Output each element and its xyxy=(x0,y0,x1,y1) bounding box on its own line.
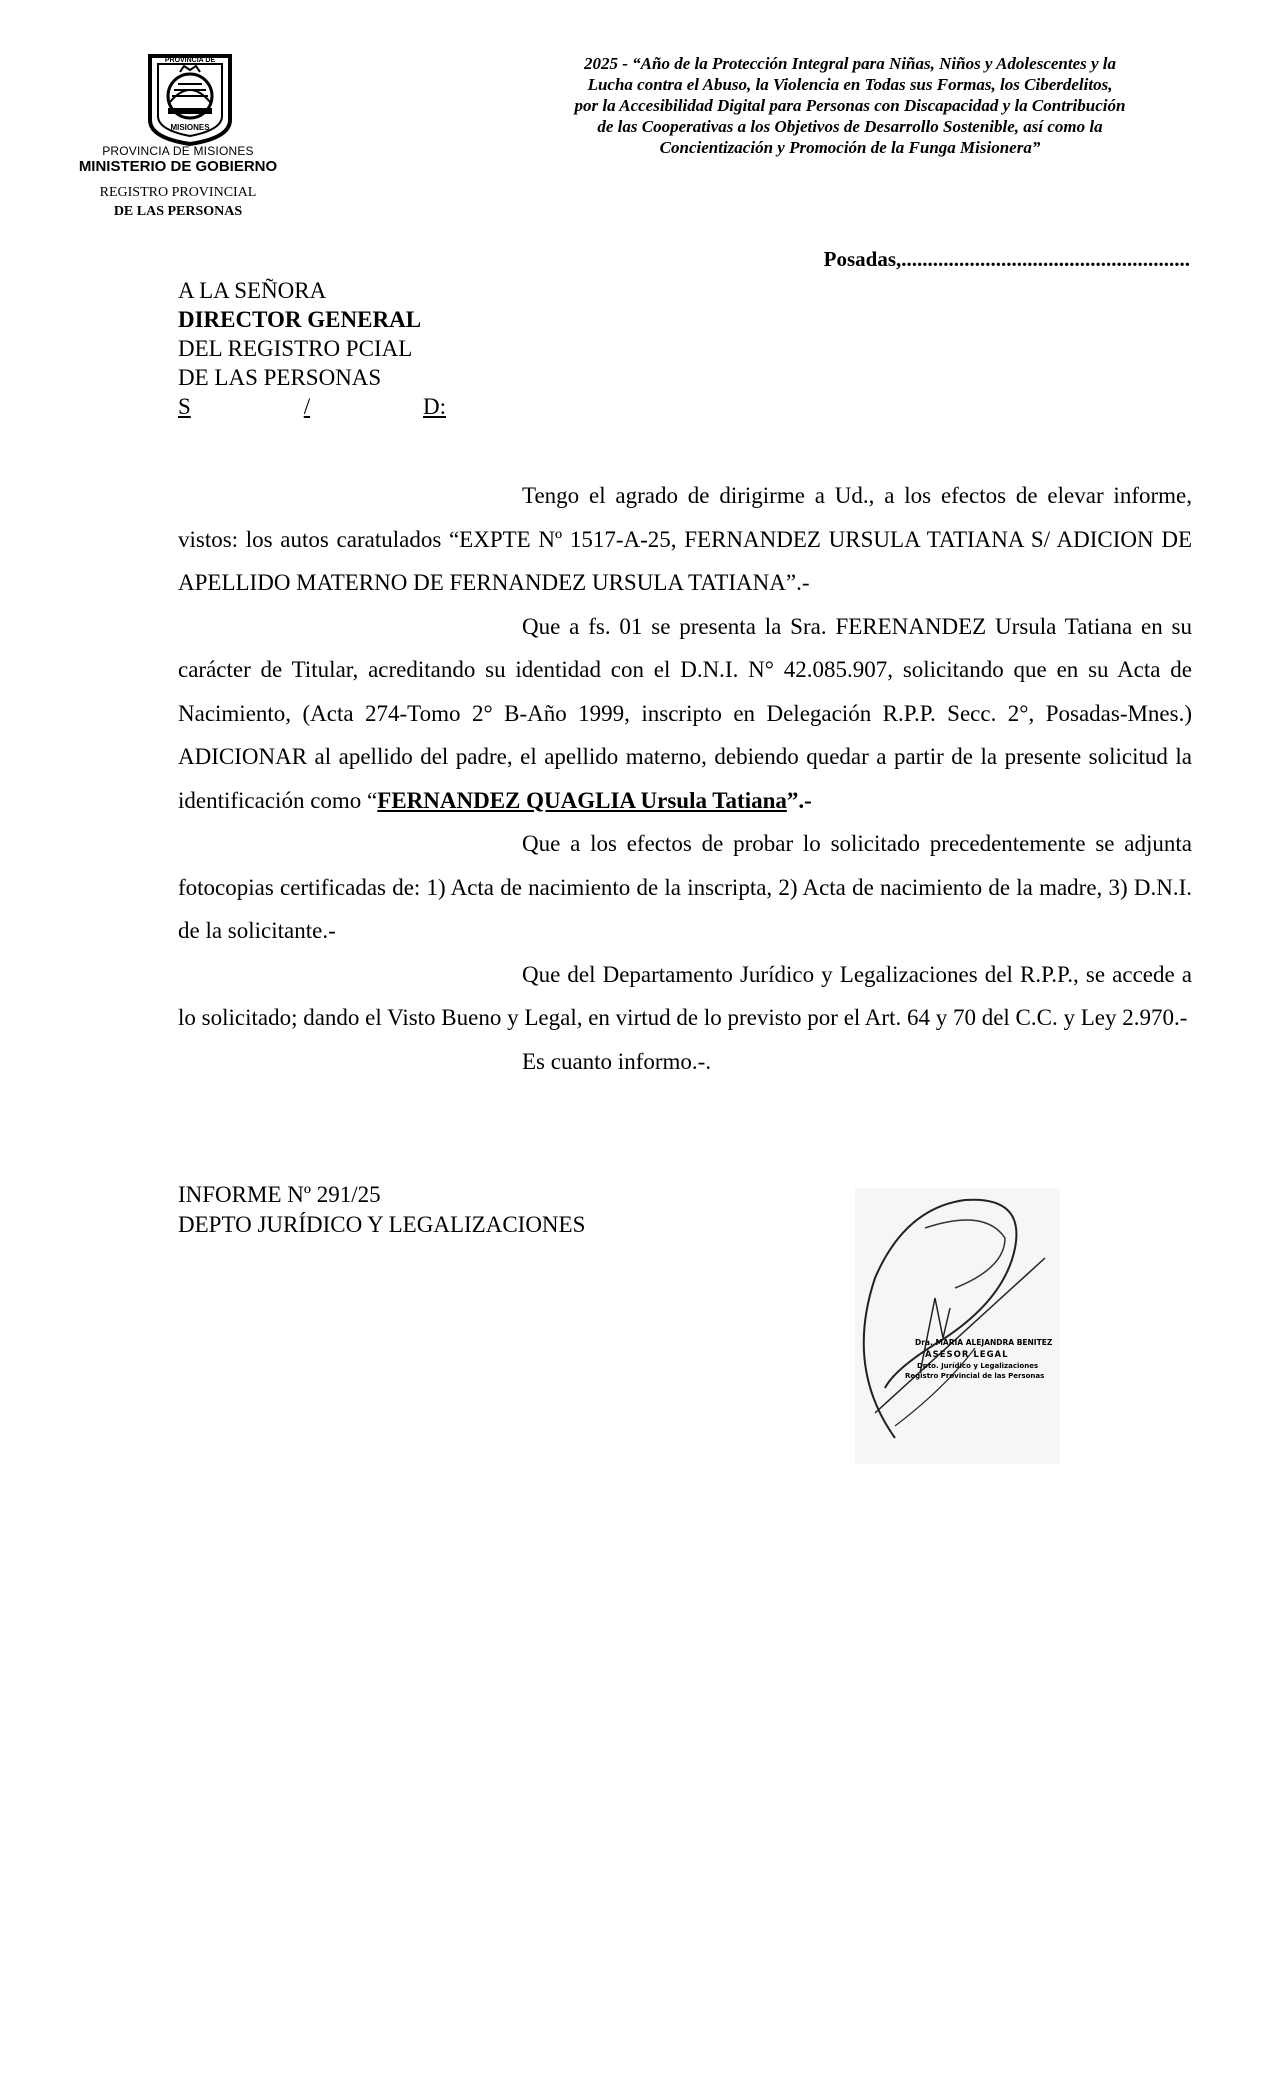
crest-text-bottom: MISIONES xyxy=(170,123,210,132)
request-text: Que a fs. 01 se presenta la Sra. FERENANDEZ Ursula Tatiana en su carácter de Titular, acreditando su identidad con el D.N.I. N° 42.085.907, solicitando que en su Acta de Nacimiento, (Acta 274-Tomo 2° B-Año 1999, inscripto en Delegación R.P.P. Secc. 2°, Posadas-Mnes.) ADICIONAR al apellido del padre, el apellido materno, debiendo quedar a partir de la presente solicitud la identificación como “ xyxy=(178,613,1192,813)
motto-line: de las Cooperativas a los Objetivos de Desarrollo Sostenible, así como la xyxy=(597,117,1103,136)
report-number: INFORME Nº 291/25 xyxy=(178,1182,381,1207)
paragraph-request xyxy=(178,605,1192,823)
motto-line: 2025 - “Año de la Protección Integral para Niñas, Niños y Adolescentes y la xyxy=(583,54,1117,73)
new-identification-name: FERNANDEZ QUAGLIA Ursula Tatiana xyxy=(377,787,787,813)
sd-d: D: xyxy=(423,394,446,419)
place-date-line: Posadas,....................................................... xyxy=(823,247,1190,271)
addressee-block xyxy=(178,276,478,421)
su-despacho xyxy=(178,392,446,421)
registry-name-line1: REGISTRO PROVINCIAL xyxy=(99,185,257,200)
sd-s: S xyxy=(178,394,191,419)
paragraph-approval: Que del Departamento Jurídico y Legalizaciones del R.P.P., se accede a lo solicitado; dando el Visto Bueno y Legal, en virtud de lo previsto por el Art. 64 y 70 del C.C. y Ley 2.970.- xyxy=(178,961,1192,1030)
motto-line: Concientización y Promoción de la Funga Misionera” xyxy=(659,138,1041,157)
motto-line: por la Accesibilidad Digital para Personas con Discapacidad y la Contribución xyxy=(574,96,1126,115)
addressee-title: DIRECTOR GENERAL xyxy=(178,307,422,332)
report-body xyxy=(178,474,1192,1083)
province-name: PROVINCIA DE MISIONES xyxy=(102,144,254,158)
department-name: DEPTO JURÍDICO Y LEGALIZACIONES xyxy=(178,1212,586,1237)
crest-text-top: PROVINCIA DE xyxy=(164,57,216,64)
paragraph-documents: Que a los efectos de probar lo solicitado precedentemente se adjunta fotocopias certificadas de: 1) Acta de nacimiento de la inscripta, 2) Acta de nacimiento de la madre, 3) D.N.I. de la solicitante.- xyxy=(178,831,1192,943)
sd-slash: / xyxy=(303,394,311,419)
stamp-role: ASESOR LEGAL xyxy=(925,1350,1009,1360)
stamp-registry: Registro Provincial de las Personas xyxy=(905,1372,1045,1380)
addressee-line: DE LAS PERSONAS xyxy=(178,365,382,390)
stamp-name: Dra. MARIA ALEJANDRA BENITEZ xyxy=(915,1338,1053,1347)
provincial-crest-logo xyxy=(140,50,240,146)
ministry-name: MINISTERIO DE GOBIERNO xyxy=(78,158,278,175)
request-end: ”.- xyxy=(786,787,812,813)
paragraph-intro: Tengo el agrado de dirigirme a Ud., a los efectos de elevar informe, vistos: los autos caratulados “EXPTE Nº 1517-A-25, FERNANDEZ URSULA TATIANA S/ ADICION DE APELLIDO MATERNO DE FERNANDEZ URSULA TATIANA”.- xyxy=(178,483,1192,595)
registry-name-line2: DE LAS PERSONAS xyxy=(113,204,243,219)
stamp-department: Dpto. Jurídico y Legalizaciones xyxy=(917,1362,1039,1370)
year-motto xyxy=(490,53,1210,158)
addressee-line: A LA SEÑORA xyxy=(178,278,327,303)
addressee-line: DEL REGISTRO PCIAL xyxy=(178,336,413,361)
signature-stamp xyxy=(855,1188,1060,1464)
report-footer xyxy=(178,1180,585,1240)
letterhead-organization xyxy=(48,144,308,221)
motto-line: Lucha contra el Abuso, la Violencia en Todas sus Formas, los Ciberdelitos, xyxy=(587,75,1113,94)
paragraph-closing: Es cuanto informo.-. xyxy=(522,1048,712,1074)
